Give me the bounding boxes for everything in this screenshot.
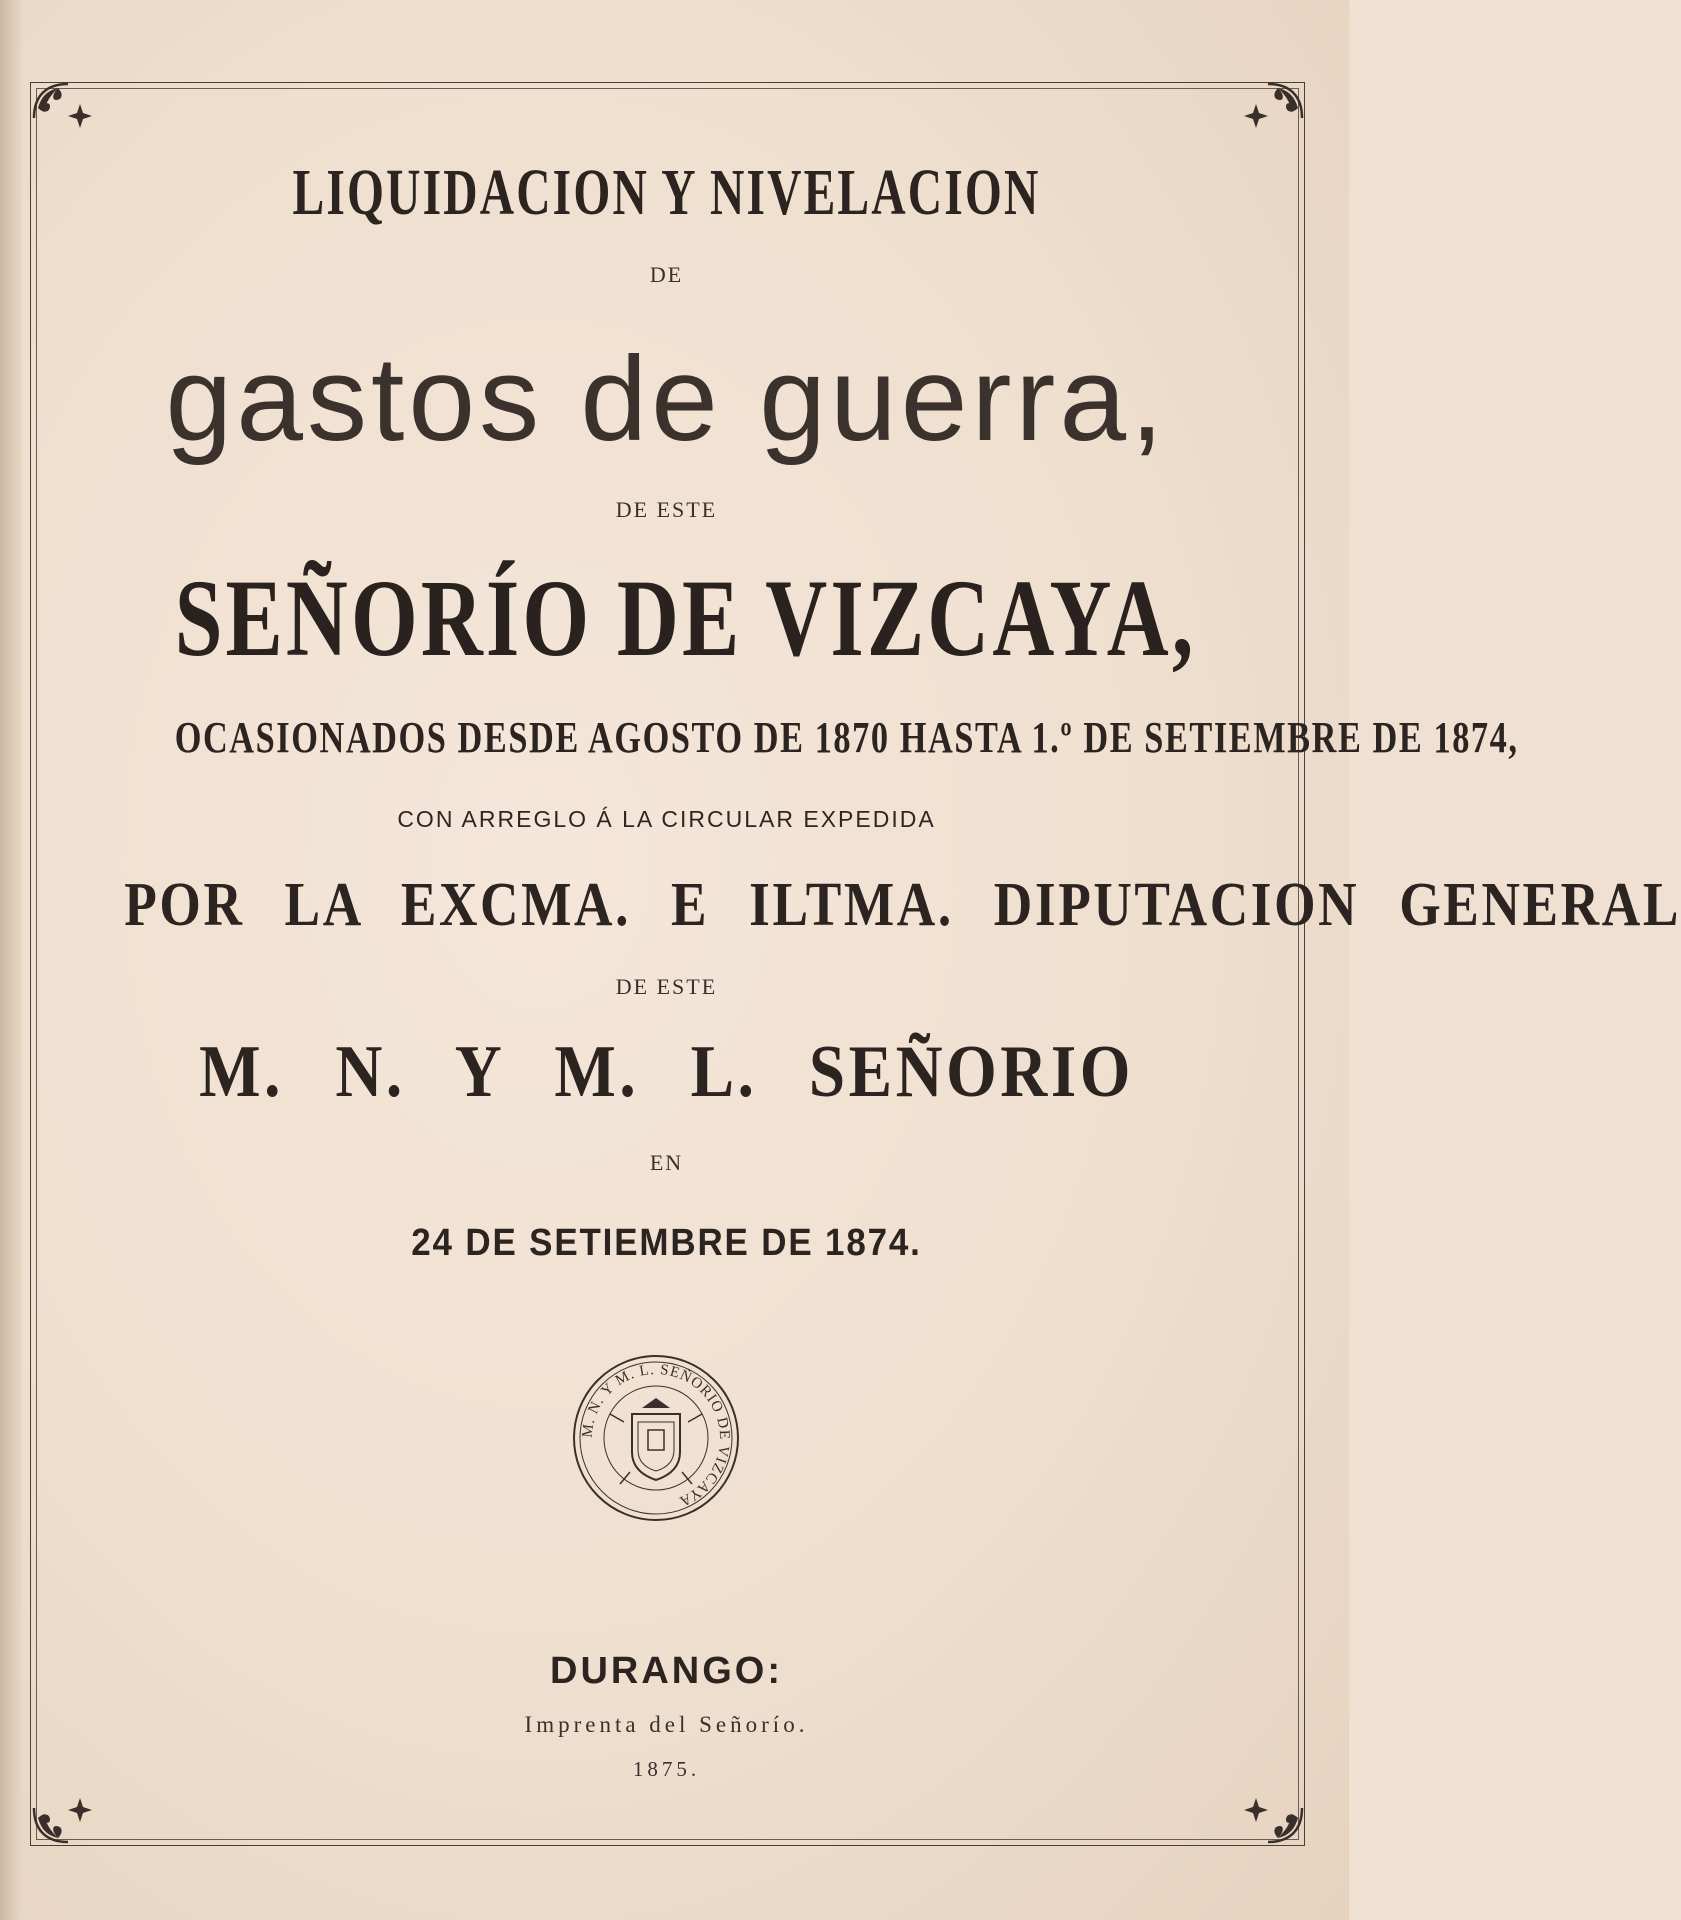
title-line-mnyml: M. N. Y M. L. SEÑORIO [199,1031,1134,1113]
senorio-seal-icon [570,1352,742,1524]
svg-text:M. N. Y M. L. SEÑORIO DE VIZCA: M. N. Y M. L. SEÑORIO DE VIZCAYA [579,1361,733,1510]
binding-edge [0,0,22,1920]
title-line-con-arreglo: CON ARREGLO Á LA CIRCULAR EXPEDIDA [397,806,936,832]
imprint-printer: Imprenta del Señorío. [524,1712,809,1737]
title-line-senorio: SEÑORÍO DE VIZCAYA, [174,557,1197,679]
imprint-year: 1875. [632,1757,701,1781]
title-line-de-este: DE ESTE [615,497,718,522]
title-line-diputacion: POR LA EXCMA. E ILTMA. DIPUTACION GENERAL [124,871,1681,939]
title-line-gastos: gastos de guerra, [165,332,1168,466]
corner-ornament-icon [28,78,108,158]
corner-ornament-icon [1228,78,1308,158]
title-line-de-este-2: DE ESTE [615,974,718,999]
imprint-city: DURANGO: [550,1650,783,1692]
title-line-en: EN [649,1150,684,1175]
title-line-ocasionados: OCASIONADOS DESDE AGOSTO DE 1870 HASTA 1.º DE SETIEMBRE DE 1874, [174,713,1519,762]
title-line-de: DE [649,262,684,287]
title-line-liquidacion: LIQUIDACION Y NIVELACION [292,156,1041,229]
title-line-date: 24 DE SETIEMBRE DE 1874. [411,1222,922,1264]
